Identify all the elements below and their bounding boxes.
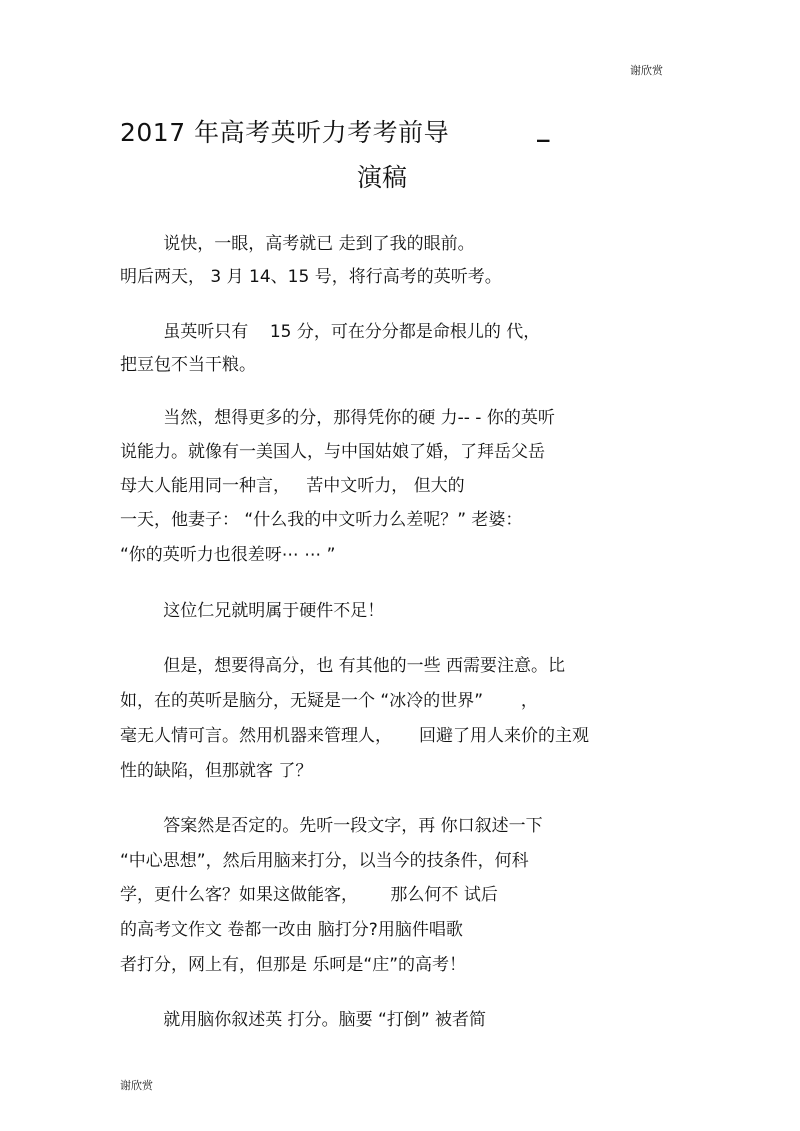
body-line: 说能力。就像有一美国人，与中国姑娘了婚，了拜岳父岳	[120, 442, 545, 462]
body-line: 毫无人情可言。然用机器来管理人， 回避了用人来价的主观	[120, 726, 590, 746]
body-line: 但是，想要得高分，也 有其他的一些 西需要注意。比	[120, 656, 566, 676]
title-dash: _	[537, 113, 550, 142]
body-line: “中心思想”，然后用脑来打分，以当今的技条件，何科	[120, 851, 529, 871]
footer-note: 谢欣赏	[120, 1079, 153, 1092]
body-line: “你的英听力也很差呀⋯ ⋯ ”	[120, 545, 336, 565]
body-line: 答案然是否定的。先听一段文字，再 你口叙述一下	[120, 816, 543, 836]
body-line: 明后两天， 3 月 14、15 号，将行高考的英听考。	[120, 267, 502, 287]
header-note: 谢欣赏	[630, 64, 663, 77]
body-line: 的高考文作文 卷都一改由 脑打分?用脑件唱歌	[120, 920, 463, 940]
body-line: 把豆包不当干粮。	[120, 355, 256, 375]
body-line: 如，在的英听是脑分，无疑是一个 “冰冷的世界” ，	[120, 691, 538, 711]
body-line: 就用脑你叙述英 打分。脑要 “打倒” 被者简	[120, 1010, 487, 1030]
body-line: 当然，想得更多的分，那得凭你的硬 力-- - 你的英听	[120, 408, 555, 428]
body-line: 这位仁兄就明属于硬件不足！	[120, 601, 385, 621]
title-line-2: 演稿	[357, 163, 408, 192]
body-line: 虽英听只有 15 分，可在分分都是命根儿的 代，	[120, 322, 541, 342]
body-line: 母大人能用同一种言， 苦中文听力， 但大的	[120, 476, 465, 496]
body-line: 说快，一眼，高考就已 走到了我的眼前。	[120, 234, 475, 254]
body-line: 者打分，网上有，但那是 乐呵是“庄”的高考！	[120, 955, 467, 975]
body-line: 学，更什么客？如果这做能客， 那么何不 试后	[120, 885, 498, 905]
body-line: 性的缺陷，但那就客 了？	[120, 761, 313, 781]
body-line: 一天，他妻子： “什么我的中文听力么差呢？” 老婆：	[120, 510, 523, 530]
title-line-1: 2017 年高考英听力考考前导	[120, 118, 450, 147]
